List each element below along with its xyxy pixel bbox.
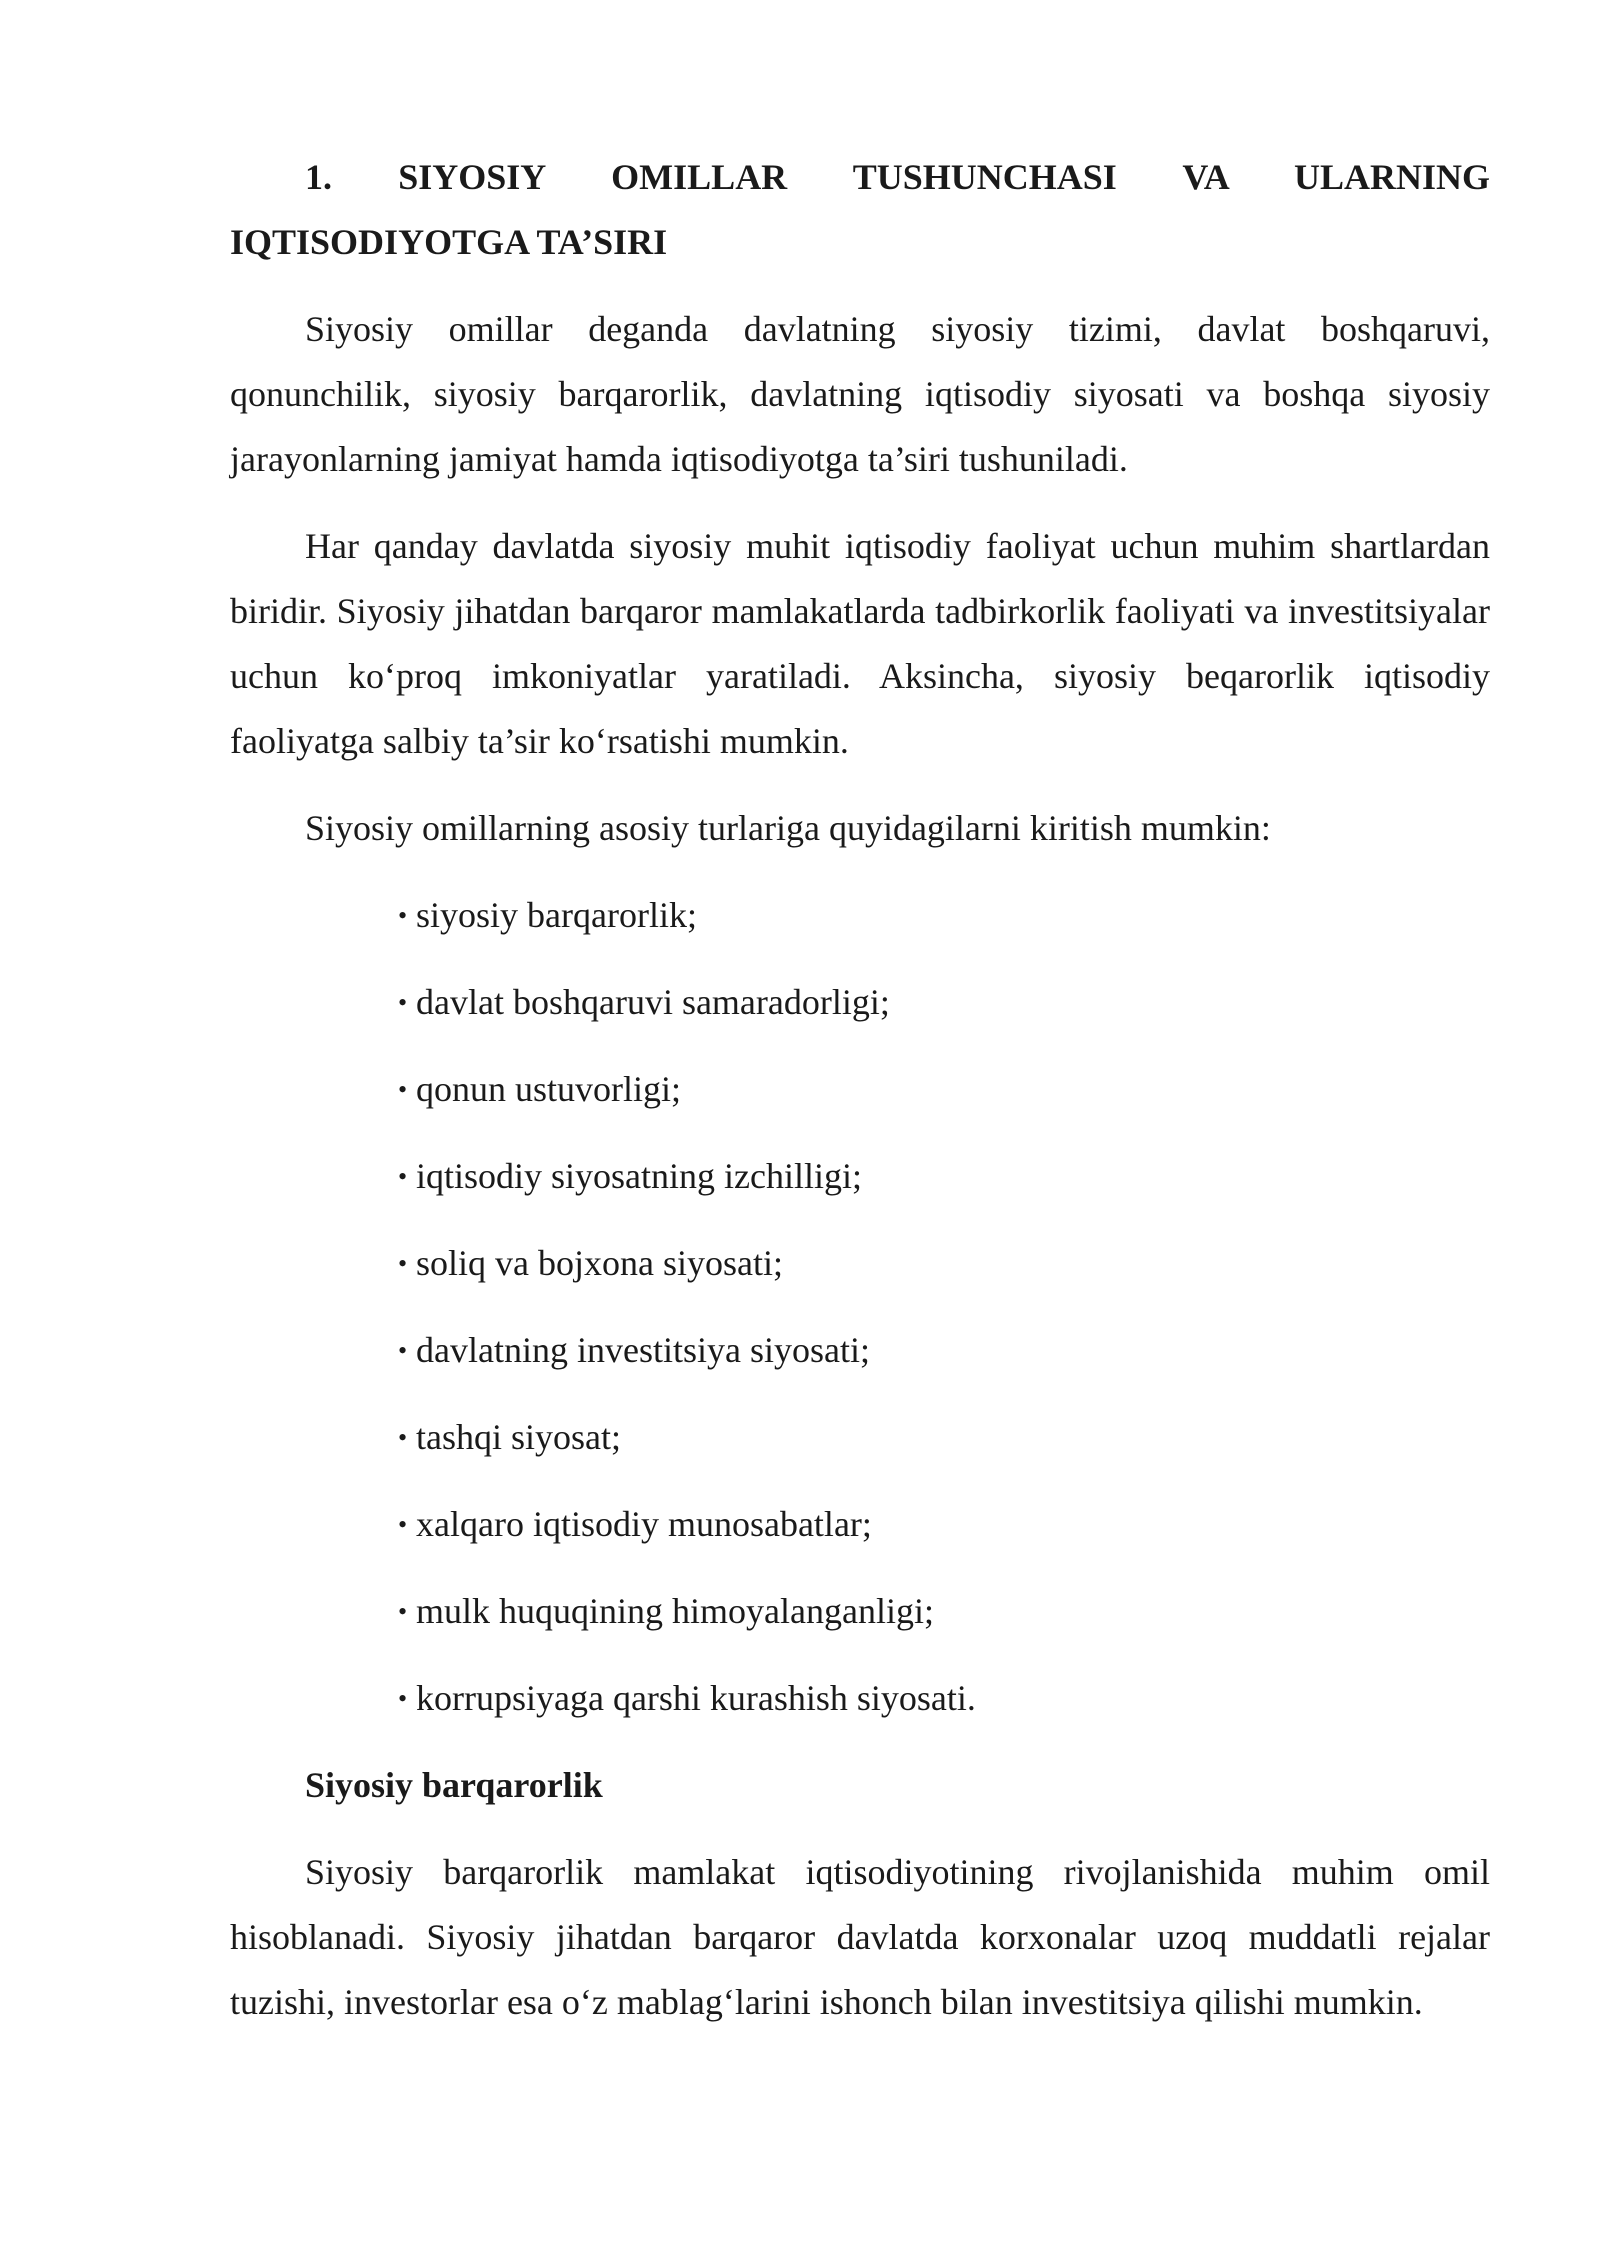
list-item [398, 883, 1490, 970]
list-item [398, 970, 1490, 1057]
section-heading-line-1: 1. SIYOSIY OMILLAR TUSHUNCHASI VA ULARNING [305, 157, 1490, 197]
bullet-icon: • [398, 901, 408, 930]
list-item-text: qonun ustuvorligi; [416, 1069, 682, 1109]
list-item [398, 1057, 1490, 1144]
list-item-text: davlatning investitsiya siyosati; [416, 1330, 870, 1370]
bullet-icon: • [398, 1336, 408, 1365]
list-item [398, 1318, 1490, 1405]
list-item-text: siyosiy barqarorlik; [416, 895, 697, 935]
bullet-icon: • [398, 1162, 408, 1191]
bullet-icon: • [398, 1684, 408, 1713]
bullet-icon: • [398, 1249, 408, 1278]
list-item [398, 1231, 1490, 1318]
paragraph-political-environment: Har qanday davlatda siyosiy muhit iqtisodiy faoliyat uchun muhim shartlardan biridir. Siyosiy jihatdan barqaror mamlakatlarda tadbirkorlik faoliyati va investitsiyalar uchun ko‘proq imkoniyatlar yaratiladi. Aksincha, siyosiy beqarorlik iqtisodiy faoliyatga salbiy ta’sir ko‘rsatishi mumkin. [230, 526, 1490, 761]
list-item-text: xalqaro iqtisodiy munosabatlar; [416, 1504, 872, 1544]
bullet-icon: • [398, 1510, 408, 1539]
list-item-text: soliq va bojxona siyosati; [416, 1243, 783, 1283]
bullet-icon: • [398, 988, 408, 1017]
list-item-text: mulk huquqining himoyalanganligi; [416, 1591, 934, 1631]
section-heading-line-2: IQTISODIYOTGA TA’SIRI [230, 222, 668, 262]
list-item-text: davlat boshqaruvi samaradorligi; [416, 982, 890, 1022]
document-body [230, 145, 1490, 2057]
list-item [398, 1579, 1490, 1666]
list-item-text: korrupsiyaga qarshi kurashish siyosati. [416, 1678, 976, 1718]
list-item-text: tashqi siyosat; [416, 1417, 621, 1457]
bullet-icon: • [398, 1597, 408, 1626]
list-item [398, 1144, 1490, 1231]
subsection-heading: Siyosiy barqarorlik [305, 1765, 603, 1805]
factors-list [230, 883, 1490, 1753]
list-intro: Siyosiy omillarning asosiy turlariga quyidagilarni kiritish mumkin: [305, 808, 1271, 848]
list-item-text: iqtisodiy siyosatning izchilligi; [416, 1156, 862, 1196]
paragraph-definition: Siyosiy omillar deganda davlatning siyosiy tizimi, davlat boshqaruvi, qonunchilik, siyosiy barqarorlik, davlatning iqtisodiy siyosati va boshqa siyosiy jarayonlarning jamiyat hamda iqtisodiyotga ta’siri tushuniladi. [230, 309, 1490, 479]
bullet-icon: • [398, 1075, 408, 1104]
section-heading [230, 145, 1490, 275]
paragraph-stability: Siyosiy barqarorlik mamlakat iqtisodiyotining rivojlanishida muhim omil hisoblanadi. Siyosiy jihatdan barqaror davlatda korxonalar uzoq muddatli rejalar tuzishi, investorlar esa o‘z mablag‘larini ishonch bilan investitsiya qilishi mumkin. [230, 1852, 1490, 2022]
bullet-icon: • [398, 1423, 408, 1452]
list-item [398, 1492, 1490, 1579]
list-item [398, 1405, 1490, 1492]
list-item [398, 1666, 1490, 1753]
